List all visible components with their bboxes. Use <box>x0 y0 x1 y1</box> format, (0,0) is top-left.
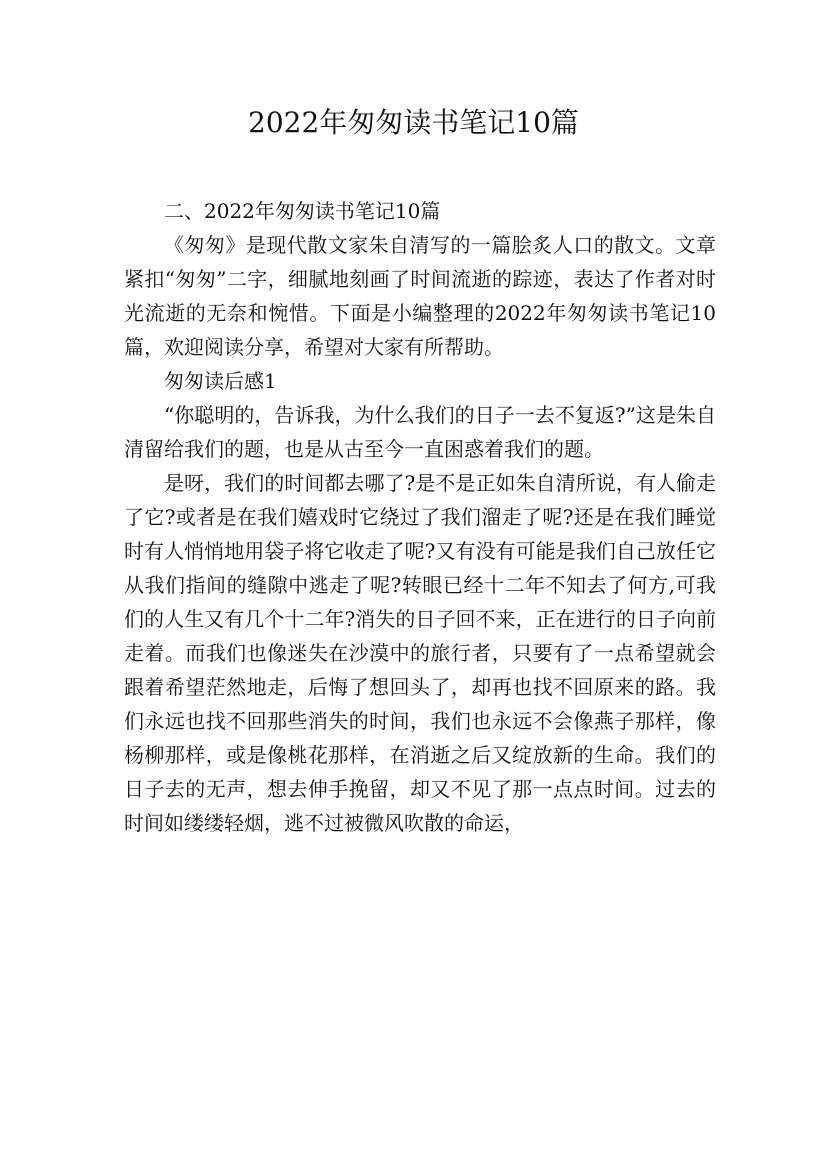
intro-paragraph: 《匆匆》是现代散文家朱自清写的一篇脍炙人口的散文。文章紧扣“匆匆”二字，细腻地刻画了时间流逝的踪迹，表达了作者对时光流逝的无奈和惋惜。下面是小编整理的2022年匆匆读书笔记10篇，欢迎阅读分享，希望对大家有所帮助。 <box>124 233 716 359</box>
subheading: 匆匆读后感1 <box>164 369 277 393</box>
document-title: 2022年匆匆读书笔记10篇 <box>248 106 579 139</box>
document-body <box>124 194 716 840</box>
body-paragraph-2: 是呀，我们的时间都去哪了?是不是正如朱自清所说，有人偷走了它?或者是在我们嬉戏时它绕过了我们溜走了呢?还是在我们睡觉时有人悄悄地用袋子将它收走了呢?又有没有可能是我们自己放任它从我们指间的缝隙中逃走了呢?转眼已经十二年不知去了何方,可我们的人生又有几个十二年?消失的日子回不来，正在进行的日子向前走着。而我们也像迷失在沙漠中的旅行者，只要有了一点希望就会跟着希望茫然地走，后悔了想回头了，却再也找不回原来的路。我们永远也找不回那些消失的时间，我们也永远不会像燕子那样，像杨柳那样，或是像桃花那样，在消逝之后又绽放新的生命。我们的日子去的无声，想去伸手挽留，却又不见了那一点点时间。过去的时间如缕缕轻烟，逃不过被微风吹散的命运， <box>124 471 716 835</box>
section-heading: 二、2022年匆匆读书笔记10篇 <box>164 199 441 223</box>
body-paragraph-1: “你聪明的，告诉我，为什么我们的日子一去不复返?”这是朱自清留给我们的题，也是从古至今一直困惑着我们的题。 <box>124 403 716 461</box>
